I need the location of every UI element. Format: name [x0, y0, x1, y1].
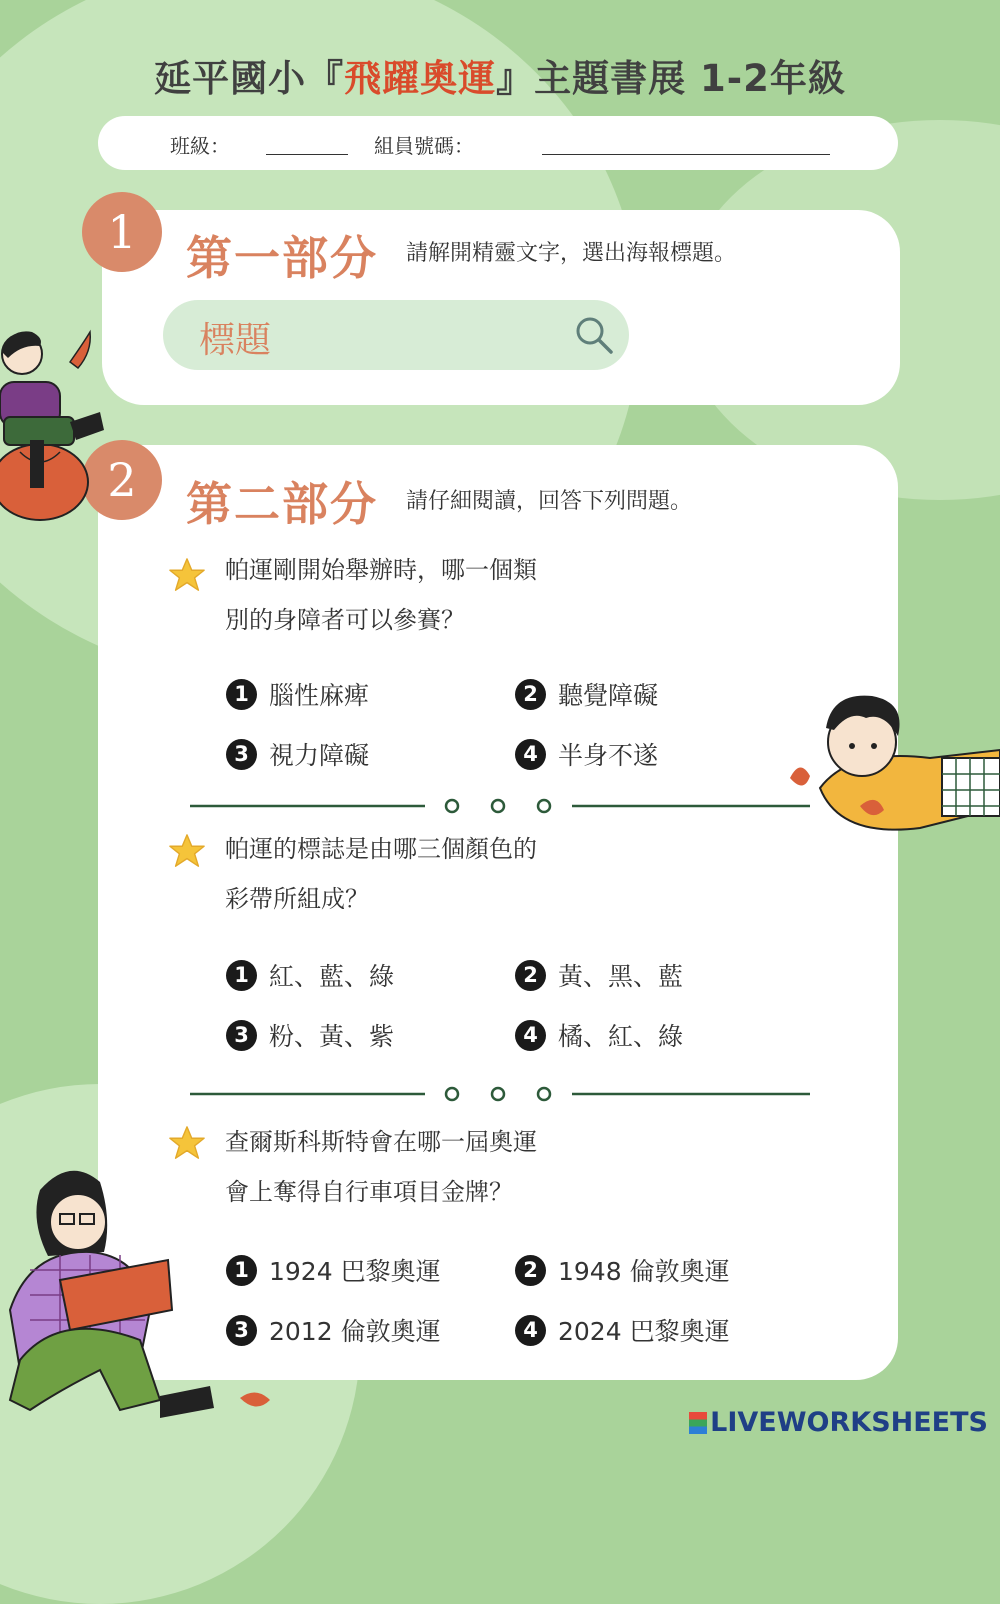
title-answer-text: 標題	[199, 320, 272, 361]
question-1	[225, 545, 795, 645]
student-info-bar	[98, 116, 898, 170]
option-number-badge: 2	[515, 1255, 546, 1286]
question-1-line1: 帕運剛開始舉辦時，哪一個類	[225, 556, 537, 584]
q2-option-1[interactable]	[226, 957, 394, 993]
option-number-badge: 3	[226, 1020, 257, 1051]
question-2-line1: 帕運的標誌是由哪三個顏色的	[225, 835, 537, 863]
option-text: 2012 倫敦奧運	[269, 1317, 441, 1346]
option-text: 視力障礙	[269, 741, 370, 770]
title-answer-box[interactable]	[163, 300, 629, 370]
part2-number-badge: 2	[82, 440, 162, 520]
option-number-badge: 3	[226, 739, 257, 770]
part1-number-badge: 1	[82, 192, 162, 272]
option-text: 黃、黑、藍	[558, 962, 684, 991]
part2-instruction: 請仔細閱讀，回答下列問題。	[406, 489, 693, 514]
option-text: 1924 巴黎奧運	[269, 1257, 441, 1286]
star-icon	[168, 1124, 206, 1162]
option-number-badge: 3	[226, 1315, 257, 1346]
question-2	[225, 824, 795, 924]
question-2-line2: 彩帶所組成？	[225, 885, 369, 913]
question-3	[225, 1117, 795, 1217]
class-field[interactable]	[266, 154, 348, 155]
q3-option-4[interactable]	[515, 1312, 730, 1348]
question-1-line2: 別的身障者可以參賽？	[225, 606, 465, 634]
option-number-badge: 4	[515, 1315, 546, 1346]
q2-option-4[interactable]	[515, 1017, 683, 1053]
option-text: 聽覺障礙	[558, 681, 659, 710]
liveworksheets-logo	[689, 1407, 988, 1438]
q1-option-4[interactable]	[515, 736, 658, 772]
option-number-badge: 1	[226, 1255, 257, 1286]
part2-title: 第二部分	[186, 477, 378, 531]
option-text: 紅、藍、綠	[269, 962, 395, 991]
option-number-badge: 4	[515, 1020, 546, 1051]
q1-option-2[interactable]	[515, 676, 658, 712]
title-suffix: 』主題書展 1-2年級	[496, 57, 846, 100]
class-label: 班級：	[170, 134, 230, 158]
star-icon	[168, 832, 206, 870]
question-3-line1: 查爾斯科斯特會在哪一屆奧運	[225, 1128, 537, 1156]
member-number-field[interactable]	[542, 154, 830, 155]
girl-on-pumpkin-illustration	[0, 322, 110, 522]
page-title	[0, 48, 1000, 102]
q2-option-2[interactable]	[515, 957, 683, 993]
option-text: 半身不遂	[558, 741, 659, 770]
option-text: 腦性麻痺	[269, 681, 370, 710]
option-text: 粉、黃、紫	[269, 1022, 395, 1051]
part1-instruction: 請解開精靈文字，選出海報標題。	[406, 241, 737, 266]
option-number-badge: 1	[226, 679, 257, 710]
option-text: 2024 巴黎奧運	[558, 1317, 730, 1346]
search-icon[interactable]	[573, 314, 615, 356]
star-icon	[168, 556, 206, 594]
q2-option-3[interactable]	[226, 1017, 394, 1053]
q1-option-1[interactable]	[226, 676, 369, 712]
part1-title: 第一部分	[186, 231, 378, 285]
logo-icon	[689, 1412, 707, 1434]
logo-text: LIVEWORKSHEETS	[710, 1407, 988, 1438]
option-number-badge: 2	[515, 679, 546, 710]
title-accent: 飛躍奧運	[344, 57, 497, 100]
boy-lying-illustration	[780, 688, 1000, 858]
q3-option-2[interactable]	[515, 1252, 730, 1288]
option-text: 1948 倫敦奧運	[558, 1257, 730, 1286]
reading-girl-illustration	[0, 1160, 290, 1430]
member-label: 組員號碼：	[374, 134, 474, 158]
section-divider	[190, 791, 810, 821]
q1-option-3[interactable]	[226, 736, 369, 772]
title-prefix: 延平國小『	[154, 57, 345, 100]
option-number-badge: 2	[515, 960, 546, 991]
question-3-line2: 會上奪得自行車項目金牌？	[225, 1178, 513, 1206]
option-number-badge: 4	[515, 739, 546, 770]
section-divider	[190, 1079, 810, 1109]
option-number-badge: 1	[226, 960, 257, 991]
option-text: 橘、紅、綠	[558, 1022, 684, 1051]
